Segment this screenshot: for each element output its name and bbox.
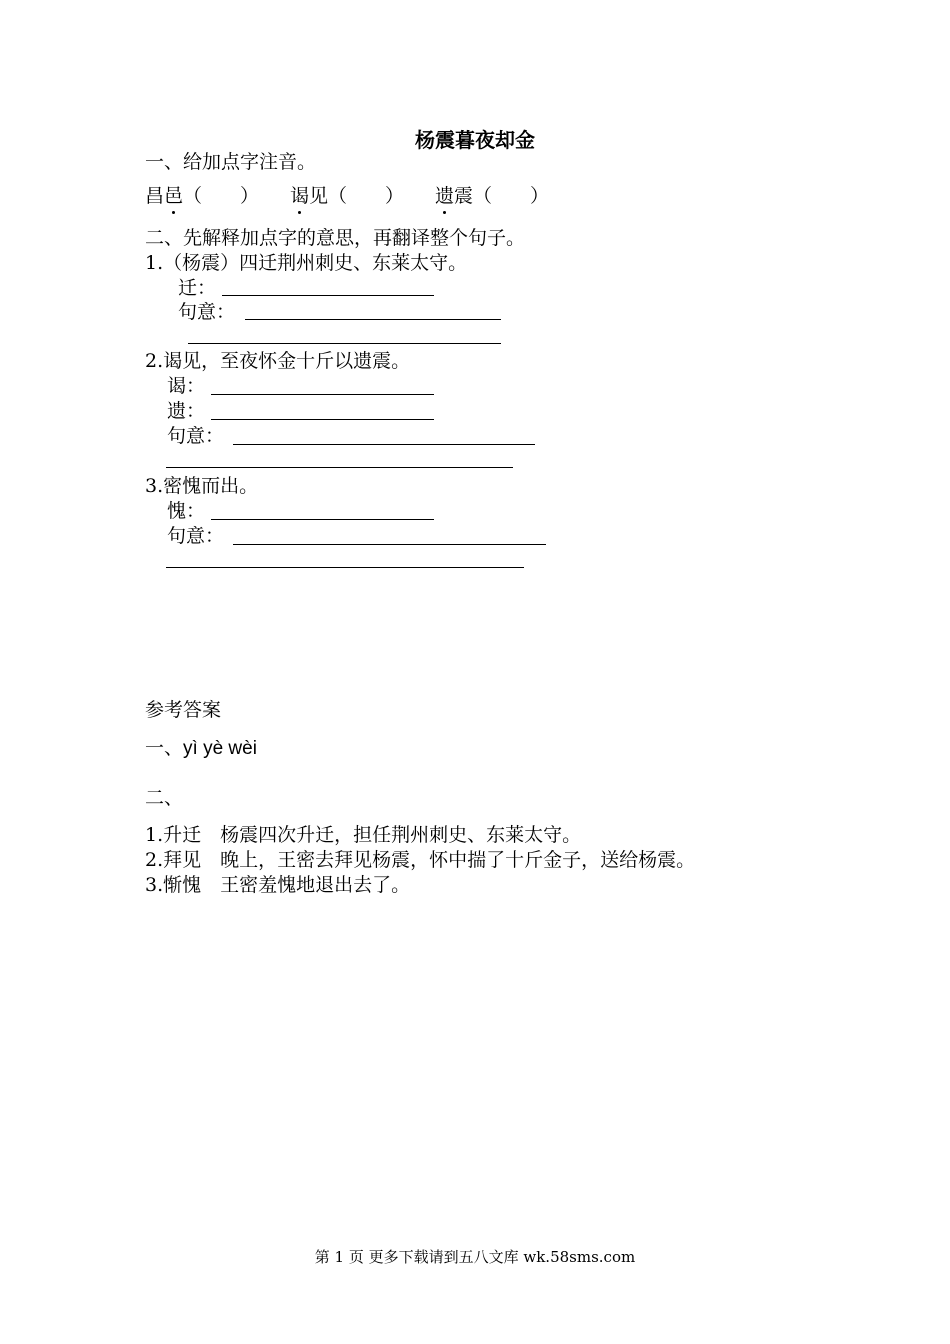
answer-blank[interactable] (211, 519, 434, 520)
question-1-heading: 一、给加点字注音。 (145, 151, 317, 173)
q2-sentence-1: 1.（杨震）四迁荆州刺史、东莱太守。 (145, 252, 468, 274)
page-footer: 第 1 页 更多下载请到五八文库 wk.58sms.com (314, 1248, 636, 1266)
answer-blank[interactable] (166, 567, 524, 568)
answer-blank[interactable] (211, 394, 434, 395)
q1-item-2-post: 见（ ） (309, 185, 405, 207)
answer-2-line-2: 2.拜见 晚上，王密去拜见杨震，怀中揣了十斤金子，送给杨震。 (145, 849, 696, 871)
q1-item-1-dotted-char: 邑 (164, 185, 184, 207)
q2-s2-label-meaning: 句意： (167, 425, 225, 447)
answer-blank[interactable] (233, 444, 535, 445)
q1-item-1-pre: 昌 (145, 185, 165, 207)
answer-1 (145, 736, 257, 761)
q2-s2-label-ye: 谒： (167, 375, 206, 397)
q2-sentence-3: 3.密愧而出。 (145, 475, 259, 497)
answer-blank[interactable] (188, 343, 501, 344)
q2-s1-label-meaning: 句意： (178, 301, 236, 323)
answer-2-line-1: 1.升迁 杨震四次升迁，担任荆州刺史、东莱太守。 (145, 824, 582, 846)
q1-item-2-dotted-char: 谒 (290, 185, 310, 207)
q2-s3-label-kui: 愧： (167, 500, 206, 522)
q2-s3-label-meaning: 句意： (167, 525, 225, 547)
answer-2-heading: 二、 (145, 787, 184, 809)
answer-blank[interactable] (166, 467, 513, 468)
answer-2-line-3: 3.惭愧 王密羞愧地退出去了。 (145, 874, 411, 896)
answer-1-prefix: 一、 (145, 737, 184, 759)
q1-item-1 (145, 184, 259, 208)
q1-item-3-dotted-char: 遗 (435, 185, 455, 207)
answer-1-pinyin: yì yè wèi (183, 738, 257, 759)
q2-s2-label-yi: 遗： (167, 400, 206, 422)
q1-item-3-post: 震（ ） (454, 185, 550, 207)
q1-item-2 (290, 184, 404, 208)
answers-heading: 参考答案 (145, 699, 222, 721)
answer-blank[interactable] (222, 295, 434, 296)
q1-item-1-post: （ ） (183, 185, 260, 207)
document-title: 杨震暮夜却金 (415, 128, 535, 152)
q1-item-3 (435, 184, 549, 208)
q2-s1-label-qian: 迁： (178, 277, 217, 299)
answer-blank[interactable] (233, 544, 546, 545)
answer-blank[interactable] (245, 319, 501, 320)
question-2-heading: 二、先解释加点字的意思，再翻译整个句子。 (145, 227, 526, 249)
q2-sentence-2: 2.谒见，至夜怀金十斤以遗震。 (145, 350, 411, 372)
answer-blank[interactable] (211, 419, 434, 420)
